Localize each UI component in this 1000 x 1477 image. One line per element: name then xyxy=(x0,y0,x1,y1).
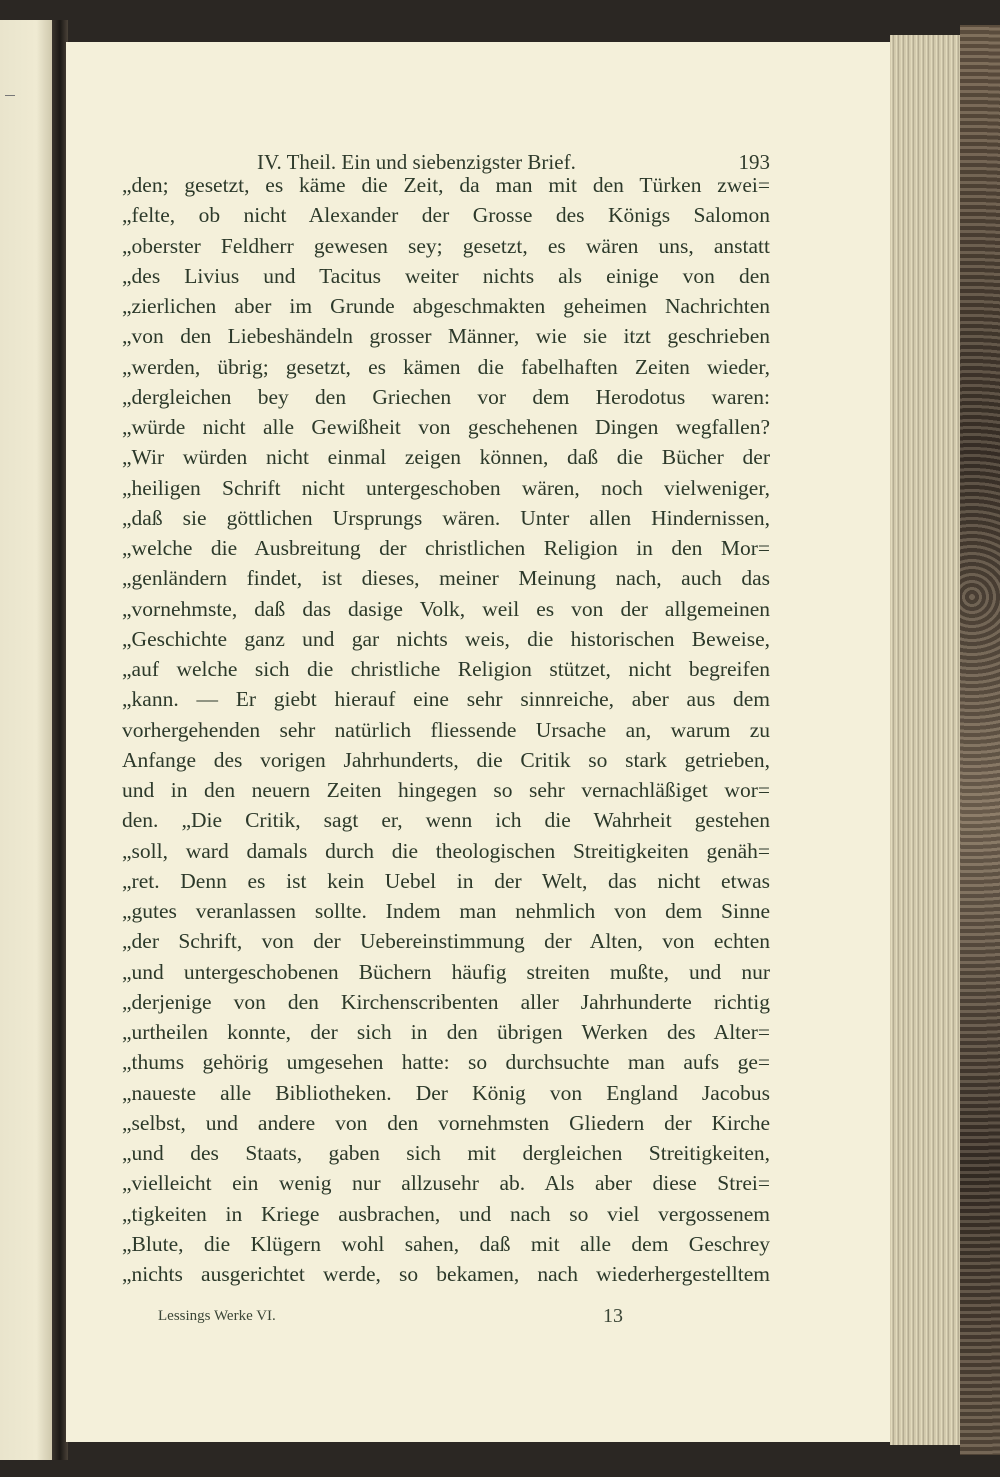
text-line: vorhergehenden sehr natürlich fliessende Ursache an, warum zu xyxy=(122,717,770,742)
text-line: „ret. Denn es ist kein Uebel in der Welt, das nicht etwas xyxy=(122,868,770,893)
page-number: 193 xyxy=(738,150,770,174)
text-line: „kann. — Er giebt hierauf eine sehr sinnreiche, aber aus dem xyxy=(122,687,770,712)
text-line: „naueste alle Bibliotheken. Der König von England Jacobus xyxy=(122,1080,770,1105)
text-line: „vornehmste, daß das dasige Volk, weil es von der allgemeinen xyxy=(122,596,770,621)
text-line: „Blute, die Klügern wohl sahen, daß mit alle dem Geschrey xyxy=(122,1231,770,1256)
text-line: „und des Staats, gaben sich mit dergleichen Streitigkeiten, xyxy=(122,1141,770,1165)
text-line: „des Livius und Tacitus weiter nichts als einige von den xyxy=(122,263,770,288)
text-line: „von den Liebeshändeln grosser Männer, wie sie itzt geschrieben xyxy=(122,324,770,349)
text-line: „Geschichte ganz und gar nichts weis, die historischen Beweise, xyxy=(122,626,770,651)
text-line: „urtheilen konnte, der sich in den übrigen Werken des Alter= xyxy=(122,1020,770,1044)
printer-signature: Lessings Werke VI. xyxy=(158,1308,276,1324)
text-line: und in den neuern Zeiten hingegen so sehr vernachläßiget wor= xyxy=(122,778,770,802)
marbled-cover xyxy=(960,25,1000,1455)
text-line: Anfange des vorigen Jahrhunderts, die Critik so stark getrieben, xyxy=(122,747,770,772)
text-line: „genländern findet, ist dieses, meiner Meinung nach, auch das xyxy=(122,566,770,591)
page-edges xyxy=(890,35,962,1445)
page-mark xyxy=(5,95,15,96)
text-line: „felte, ob nicht Alexander der Grosse des Königs Salomon xyxy=(122,203,770,228)
text-line: „Wir würden nicht einmal zeigen können, daß die Bücher der xyxy=(122,445,770,470)
text-line: „derjenige von den Kirchenscribenten aller Jahrhunderte richtig xyxy=(122,989,770,1014)
text-line: „oberster Feldherr gewesen sey; gesetzt, es wären uns, anstatt xyxy=(122,233,770,258)
body-text xyxy=(122,170,770,1289)
text-line: „zierlichen aber im Grunde abgeschmakten geheimen Nachrichten xyxy=(122,294,770,318)
text-line: „welche die Ausbreitung der christlichen Religion in den Mor= xyxy=(122,536,770,560)
text-line: „der Schrift, von der Uebereinstimmung der Alten, von echten xyxy=(122,929,770,954)
text-line: „heiligen Schrift nicht untergeschoben wären, noch vielweniger, xyxy=(122,475,770,500)
left-page-edge xyxy=(0,20,52,1460)
text-line: „daß sie göttlichen Ursprungs wären. Unter allen Hindernissen, xyxy=(122,505,770,530)
text-line: „und untergeschobenen Büchern häufig streiten mußte, und nur xyxy=(122,959,770,984)
text-line: „vielleicht ein wenig nur allzusehr ab. Als aber diese Strei= xyxy=(122,1171,770,1196)
text-line: „auf welche sich die christliche Religion stützet, nicht begreifen xyxy=(122,657,770,681)
text-line: „werden, übrig; gesetzt, es kämen die fabelhaften Zeiten wieder, xyxy=(122,354,770,379)
text-line: „selbst, und andere von den vornehmsten Gliedern der Kirche xyxy=(122,1110,770,1135)
text-line: „dergleichen bey den Griechen vor dem Herodotus waren: xyxy=(122,384,770,409)
text-line: „nichts ausgerichtet werde, so bekamen, nach wiederhergestelltem xyxy=(122,1262,770,1286)
text-line: „den; gesetzt, es käme die Zeit, da man mit den Türken zwei= xyxy=(122,173,770,197)
text-line: den. „Die Critik, sagt er, wenn ich die Wahrheit gestehen xyxy=(122,808,770,833)
text-line: „würde nicht alle Gewißheit von geschehenen Dingen wegfallen? xyxy=(122,415,770,439)
signature-number: 13 xyxy=(603,1305,623,1327)
text-line: „thums gehörig umgesehen hatte: so durchsuchte man aufs ge= xyxy=(122,1050,770,1075)
text-line: „gutes veranlassen sollte. Indem man nehmlich von dem Sinne xyxy=(122,899,770,923)
text-line: „soll, ward damals durch die theologischen Streitigkeiten genäh= xyxy=(122,838,770,863)
text-line: „tigkeiten in Kriege ausbrachen, und nach so viel vergossenem xyxy=(122,1201,770,1226)
running-title: IV. Theil. Ein und siebenzigster Brief. xyxy=(257,150,576,174)
